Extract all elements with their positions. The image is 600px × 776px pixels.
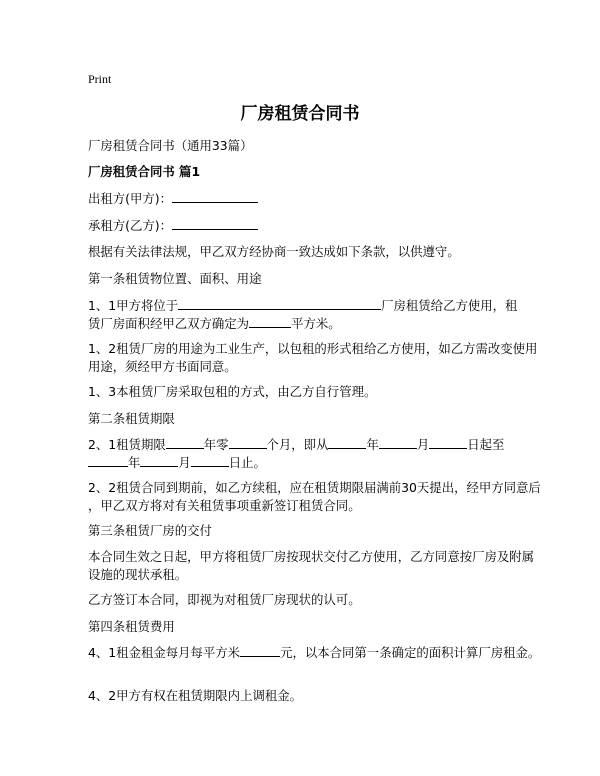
article3-p1-line2: 设施的现状承租。 <box>88 567 188 582</box>
article2-heading: 第二条租赁期限 <box>88 411 175 426</box>
end-year-blank <box>88 455 128 467</box>
start-day-blank <box>429 437 467 449</box>
rent-blank <box>240 645 280 657</box>
start-month-blank <box>379 437 417 449</box>
article2-text-a: 2、1租赁期限 <box>88 437 166 452</box>
article2-text-h: 月 <box>178 455 191 470</box>
article2-p2-line2: ，甲乙双方将对有关租赁事项重新签订租赁合同。 <box>88 498 361 513</box>
section-heading: 厂房租赁合同书 篇1 <box>88 164 201 179</box>
article1-p1-text-a: 1、1甲方将位于 <box>88 298 179 313</box>
article2-p2-line1: 2、2租赁合同到期前，如乙方续租，应在租赁期限届满前30天提出，经甲方同意后 <box>88 480 541 495</box>
article3-heading: 第三条租赁厂房的交付 <box>88 523 212 538</box>
article2-p1-line1 <box>88 435 504 453</box>
lessee-line <box>88 216 258 234</box>
article2-text-c: 个月，即从 <box>266 437 329 452</box>
article4-text-a: 4、1租金租金每月每平方米 <box>88 645 241 660</box>
article2-text-g: 年 <box>128 455 141 470</box>
lessee-blank <box>172 218 258 230</box>
article1-p3: 1、3本租赁厂房采取包租的方式，由乙方自行管理。 <box>88 384 377 399</box>
article4-text-b: 元，以本合同第一条确定的面积计算厂房租金。 <box>280 645 541 660</box>
article2-p1-line2 <box>88 453 266 471</box>
article1-heading: 第一条租赁物位置、面积、用途 <box>88 271 262 286</box>
article3-p1-line1: 本合同生效之日起，甲方将租赁厂房按现状交付乙方使用，乙方同意按厂房及附属 <box>88 549 535 564</box>
area-blank <box>249 316 291 328</box>
lessor-label: 出租方(甲方)： <box>88 191 173 206</box>
article2-text-e: 月 <box>416 437 430 452</box>
article2-text-i: 日止。 <box>228 455 266 470</box>
print-label[interactable]: Print <box>88 72 112 86</box>
article4-p2: 4、2甲方有权在租赁期限内上调租金。 <box>88 688 303 703</box>
article2-text-d: 年 <box>366 437 379 452</box>
article1-p2-line2: 用途，须经甲方书面同意。 <box>88 359 237 374</box>
article2-text-f: 日起至 <box>467 437 505 452</box>
document-title: 厂房租赁合同书 <box>240 104 360 124</box>
start-year-blank <box>328 437 366 449</box>
location-blank <box>178 298 381 310</box>
article4-p1 <box>88 643 540 661</box>
article2-text-b: 年零 <box>203 437 229 452</box>
article1-p1-text-d: 平方米。 <box>291 316 341 331</box>
end-month-blank <box>140 455 178 467</box>
intro-paragraph: 根据有关法律法规，甲乙双方经协商一致达成如下条款，以供遵守。 <box>88 244 460 259</box>
document-subtitle: 厂房租赁合同书（通用33篇） <box>88 138 253 153</box>
lessor-line <box>88 189 258 207</box>
article1-p1-line1 <box>88 296 517 314</box>
end-day-blank <box>191 455 229 467</box>
months-blank <box>229 437 267 449</box>
article1-p1-text-b: 厂房租赁给乙方使用，租 <box>381 298 518 313</box>
lessee-label: 承租方(乙方)： <box>88 218 173 233</box>
article1-p1-text-c: 赁厂房面积经甲乙双方确定为 <box>88 316 250 331</box>
article3-p2: 乙方签订本合同，即视为对租赁厂房现状的认可。 <box>88 592 361 607</box>
years-blank <box>166 437 204 449</box>
lessor-blank <box>172 191 258 203</box>
article1-p2-line1: 1、2租赁厂房的用途为工业生产，以包租的形式租给乙方使用，如乙方需改变使用 <box>88 341 538 356</box>
article4-heading: 第四条租赁费用 <box>88 619 175 634</box>
article1-p1-line2 <box>88 314 341 332</box>
